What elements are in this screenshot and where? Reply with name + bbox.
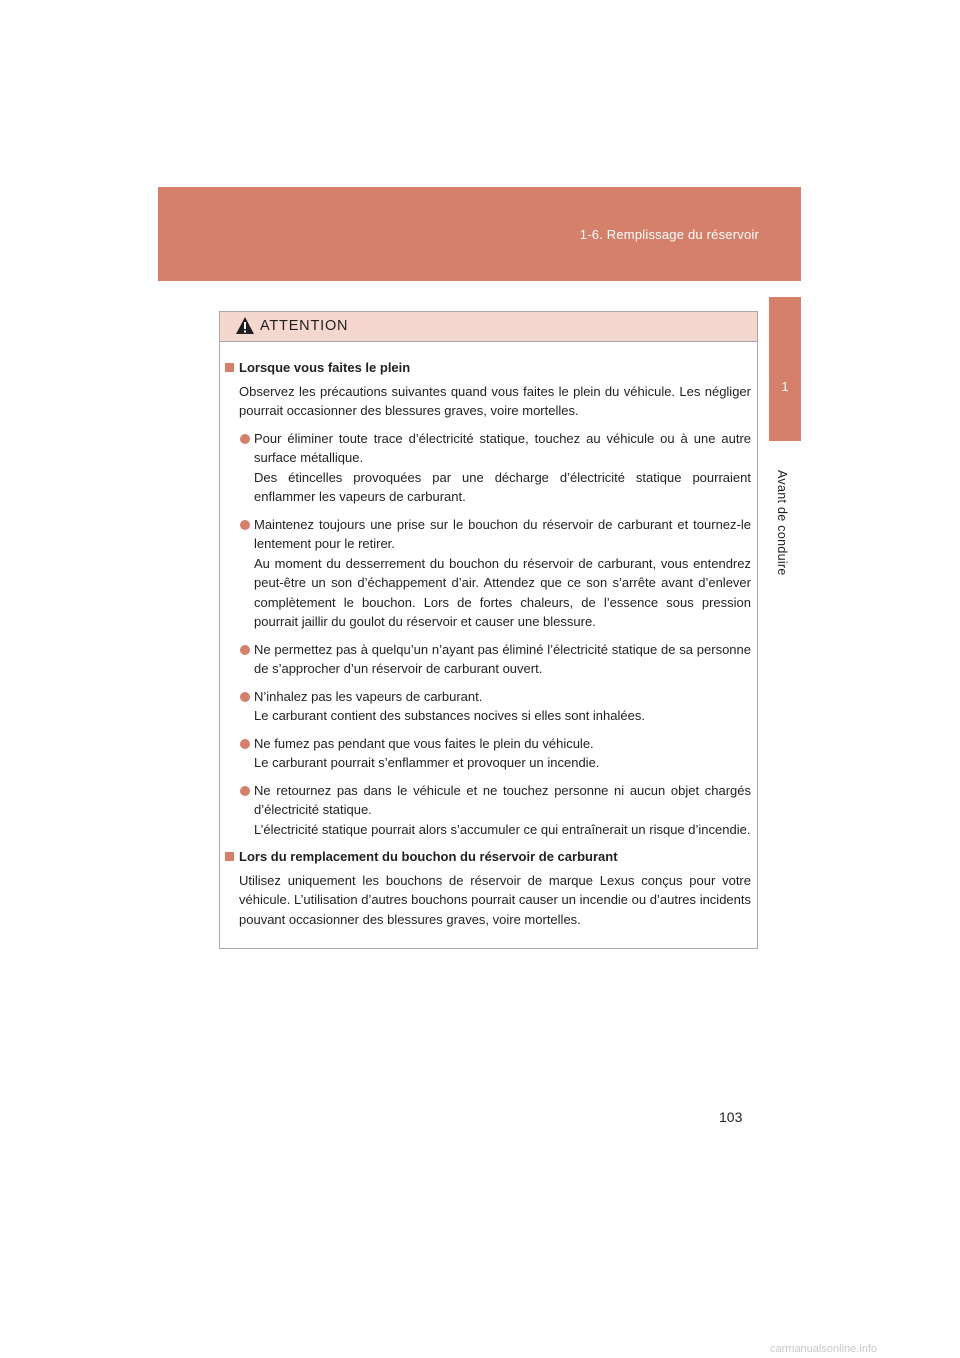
section-title: 1-6. Remplissage du réservoir xyxy=(579,227,759,242)
section-intro: Observez les précautions suivantes quand vous faites le plein du véhicule. Les négliger pourrait occasionner des blessures graves, voire mortelles. xyxy=(239,383,751,418)
list-item-text: Pour éliminer toute trace d’électricité statique, touchez au véhicule ou à une autre surface métallique. xyxy=(254,430,751,465)
round-bullet-icon xyxy=(240,739,250,749)
square-bullet-icon xyxy=(225,852,234,861)
square-bullet-icon xyxy=(225,363,234,372)
list-item xyxy=(239,515,753,632)
section-heading xyxy=(224,358,753,378)
list-item xyxy=(239,429,753,507)
list-item-text: Maintenez toujours une prise sur le bouchon du réservoir de carburant et tournez-le lentement pour le retirer. xyxy=(254,516,751,551)
list-item-text: Le carburant contient des substances nocives si elles sont inhalées. xyxy=(254,708,645,723)
list-item-text: Des étincelles provoquées par une décharge d’électricité statique pourraient enflammer les vapeurs de carburant. xyxy=(254,469,751,504)
list-item-text: Ne permettez pas à quelqu’un n’ayant pas éliminé l’électricité statique de sa personne de s’approcher d’un réservoir de carburant ouvert. xyxy=(254,641,751,676)
list-item-text: N’inhalez pas les vapeurs de carburant. xyxy=(254,688,483,704)
warning-header xyxy=(220,312,757,342)
section-intro: Utilisez uniquement les bouchons de réservoir de marque Lexus conçus pour votre véhicule. L’utilisation d’autres bouchons pourrait causer un incendie ou d’autres incidents pouvant occasionner des blessures graves, voire mortelles. xyxy=(239,872,751,927)
list-item xyxy=(239,734,753,773)
warning-body xyxy=(220,342,757,929)
list-item xyxy=(239,640,753,679)
page-number: 103 xyxy=(719,1109,743,1125)
round-bullet-icon xyxy=(240,692,250,702)
list-item-text: L’électricité statique pourrait alors s’accumuler ce qui entraînerait un risque d’incendie. xyxy=(254,821,751,837)
warning-box xyxy=(219,311,758,949)
list-item-text: Ne fumez pas pendant que vous faites le plein du véhicule. xyxy=(254,735,594,751)
round-bullet-icon xyxy=(240,786,250,796)
footer-watermark: carmanualsonline.info xyxy=(770,1343,878,1355)
warning-triangle-icon xyxy=(235,316,255,335)
round-bullet-icon xyxy=(240,645,250,655)
section-heading xyxy=(224,847,753,867)
chapter-tab xyxy=(769,297,801,441)
header-band xyxy=(158,187,801,281)
section-heading-text: Lorsque vous faites le plein xyxy=(239,360,411,375)
warning-title: ATTENTION xyxy=(260,318,349,334)
chapter-label-text: Avant de conduire xyxy=(775,470,789,576)
round-bullet-icon xyxy=(240,520,250,530)
chapter-label xyxy=(775,470,795,600)
list-item-text: Le carburant pourrait s’enflammer et provoquer un incendie. xyxy=(254,755,600,770)
list-item-text: Ne retournez pas dans le véhicule et ne touchez personne ni aucun objet chargés d’électricité statique. xyxy=(254,782,751,817)
list-item-text: Au moment du desserrement du bouchon du réservoir de carburant, vous entendrez peut-être un son d’échappement d’air. Attendez que ce son s’arrête avant d’enlever complètement le bouchon. Lors de fortes chaleurs, de l’essence sous pression pourrait jaillir du goulot du réservoir et causer une blessure. xyxy=(254,555,751,629)
list-item xyxy=(239,781,753,840)
chapter-number: 1 xyxy=(781,379,789,394)
list-item xyxy=(239,687,753,726)
section-heading-text: Lors du remplacement du bouchon du réservoir de carburant xyxy=(239,849,618,864)
round-bullet-icon xyxy=(240,434,250,444)
